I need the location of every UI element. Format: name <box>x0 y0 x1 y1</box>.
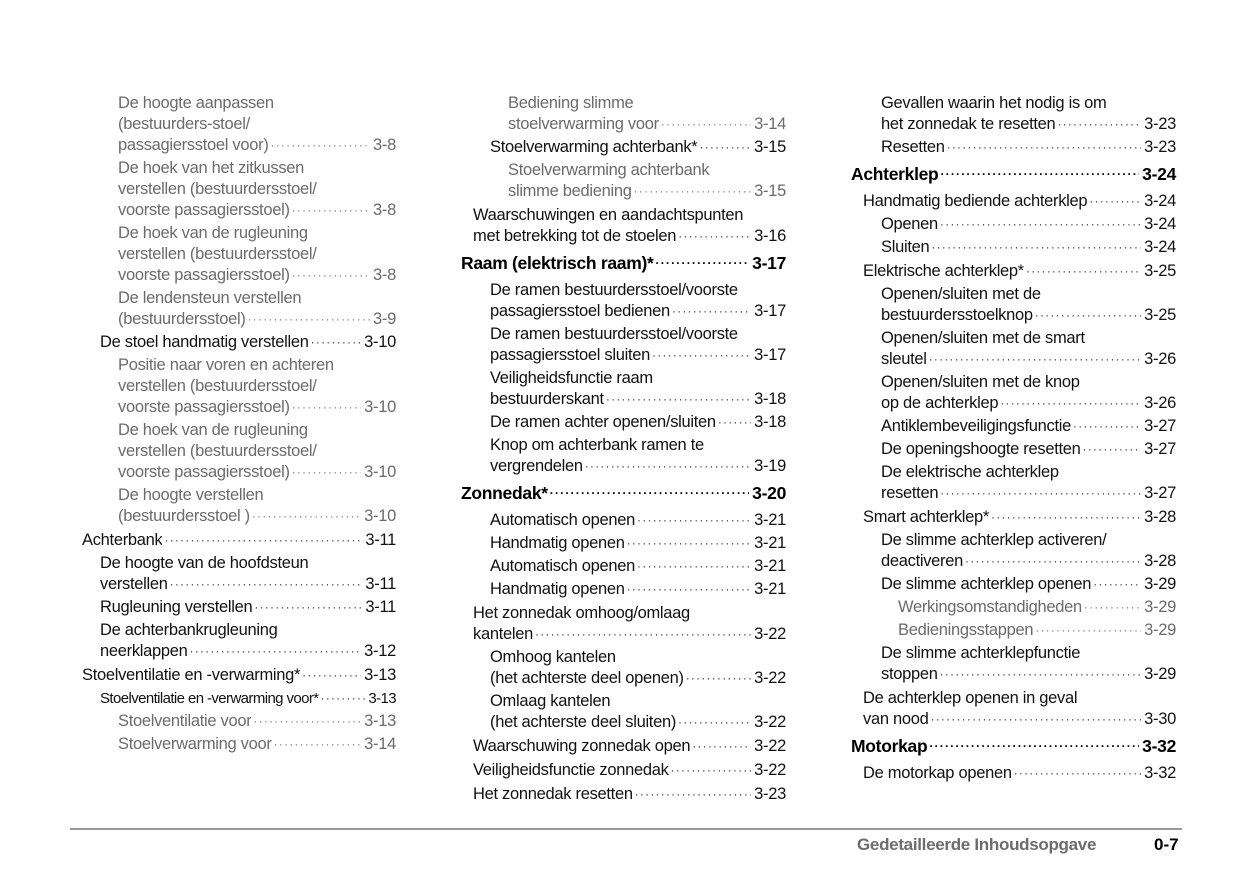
toc-entry-title-line: verstellen <box>100 575 168 593</box>
toc-entry[interactable] <box>490 533 786 554</box>
toc-page-number: 3-21 <box>754 511 786 529</box>
toc-entry[interactable] <box>100 332 396 353</box>
dot-leader <box>661 114 751 135</box>
dot-leader <box>1035 620 1141 641</box>
toc-entry-title-line: Achterbank <box>82 531 163 549</box>
dot-leader <box>991 507 1141 528</box>
toc-entry-title-line: Het zonnedak resetten <box>473 785 633 803</box>
toc-page-number: 3-11 <box>365 575 396 593</box>
dot-leader <box>672 301 751 322</box>
toc-entry-title-line: Stoelventilatie en -verwarming voor* <box>100 690 319 707</box>
toc-page-number: 3-26 <box>1144 394 1176 412</box>
toc-entry-title-line: De achterbankrugleuning <box>100 621 278 639</box>
toc-entry-title-line: (bestuurdersstoel) <box>118 310 246 328</box>
toc-entry-title-line: Handmatig openen <box>490 534 625 552</box>
toc-entry[interactable] <box>118 355 396 418</box>
toc-page-number: 3-23 <box>1144 138 1176 156</box>
dot-leader <box>164 530 362 551</box>
toc-entry[interactable] <box>881 643 1176 685</box>
toc-page-number: 3-29 <box>1144 621 1176 639</box>
toc-entry-title-line: Raam (elektrisch raam)* <box>461 253 654 273</box>
toc-entry-title-line: verstellen (bestuurdersstoel/ <box>118 377 317 395</box>
dot-leader <box>1083 439 1142 460</box>
toc-page-number: 3-27 <box>1144 417 1176 435</box>
dot-leader <box>627 579 752 600</box>
toc-entry-title-line: Automatisch openen <box>490 511 636 529</box>
toc-entry[interactable] <box>473 205 786 247</box>
toc-entry[interactable] <box>473 784 786 805</box>
toc-entry-title-line: van nood <box>863 710 929 728</box>
toc-page-number: 3-32 <box>1142 736 1176 756</box>
footer-page-number: 0-7 <box>1154 835 1179 854</box>
toc-page-number: 3-20 <box>752 483 786 503</box>
toc-entry-title-line: Elektrische achterklep* <box>863 262 1024 280</box>
toc-entry-title-line: Veiligheidsfunctie zonnedak <box>473 761 669 779</box>
toc-entry-title-line: voorste passagiersstoel) <box>118 398 290 416</box>
toc-page-number: 3-13 <box>364 712 396 730</box>
toc-entry[interactable] <box>490 435 786 477</box>
toc-entry-title-line: Het zonnedak omhoog/omlaag <box>473 604 690 622</box>
dot-leader <box>271 135 371 156</box>
toc-entry-title-line: (het achterste deel sluiten) <box>490 713 677 731</box>
toc-page-number: 3-22 <box>754 669 786 687</box>
toc-page-number: 3-24 <box>1144 192 1176 210</box>
dot-leader <box>940 214 1141 235</box>
toc-entry[interactable] <box>490 579 786 600</box>
toc-entry-title-line: Knop om achterbank ramen te <box>490 436 704 454</box>
toc-page-number: 3-17 <box>754 302 786 320</box>
dot-leader <box>940 664 1142 685</box>
toc-entry-title-line: Antiklembeveiligingsfunctie <box>881 417 1072 435</box>
toc-entry-title-line: (bestuurdersstoel ) <box>118 507 250 525</box>
dot-leader <box>671 760 752 781</box>
toc-entry-title-line: De ramen achter openen/sluiten <box>490 413 716 431</box>
dot-leader <box>254 597 362 618</box>
toc-entry[interactable] <box>490 324 786 366</box>
toc-entry[interactable] <box>881 416 1176 437</box>
toc-entry-title-line: Omhoog kantelen <box>490 648 616 666</box>
toc-page-number: 3-27 <box>1144 484 1176 502</box>
toc-entry[interactable] <box>490 510 786 531</box>
toc-page-number: 3-8 <box>373 201 396 219</box>
toc-entry-title-line: kantelen <box>473 625 533 643</box>
toc-page-number: 3-14 <box>364 735 396 753</box>
toc-entry[interactable] <box>473 603 786 645</box>
toc-page-number: 3-25 <box>1144 262 1176 280</box>
toc-entry[interactable] <box>118 711 396 732</box>
toc-entry-title-line: met betrekking tot de stoelen <box>473 227 677 245</box>
toc-entry[interactable] <box>863 507 1176 528</box>
dot-leader <box>718 412 751 433</box>
toc-page-number: 3-21 <box>754 580 786 598</box>
dot-leader <box>678 226 751 247</box>
toc-entry[interactable] <box>863 688 1176 730</box>
toc-page-number: 3-10 <box>364 333 396 351</box>
toc-entry[interactable] <box>490 556 786 577</box>
toc-entry[interactable] <box>490 412 786 433</box>
toc-page-number: 3-29 <box>1144 665 1176 683</box>
footer-section-title: Gedetailleerde Inhoudsopgave <box>857 835 1097 854</box>
toc-entry-title-line: verstellen (bestuurdersstoel/ <box>118 245 317 263</box>
toc-entry[interactable] <box>881 439 1176 460</box>
toc-entry[interactable] <box>461 483 786 504</box>
toc-page-number: 3-29 <box>1144 598 1176 616</box>
toc-page-number: 3-15 <box>754 138 786 156</box>
toc-entry-title-line: Sluiten <box>881 238 930 256</box>
toc-page-number: 3-27 <box>1144 440 1176 458</box>
toc-page-number: 3-8 <box>373 266 396 284</box>
toc-entry-title-line: De stoel handmatig verstellen <box>100 333 309 351</box>
toc-entry-title-line: Veiligheidsfunctie raam <box>490 369 653 387</box>
toc-entry-title-line: Achterklep <box>851 164 939 184</box>
toc-entry-title-line: De ramen bestuurdersstoel/voorste <box>490 281 738 299</box>
toc-entry[interactable] <box>100 620 396 662</box>
toc-entry[interactable] <box>490 368 786 410</box>
dot-leader <box>248 309 370 330</box>
dot-leader <box>929 736 1139 757</box>
toc-page-number: 3-26 <box>1144 350 1176 368</box>
toc-entry-title-line: stoelverwarming voor <box>508 115 659 133</box>
toc-page-number: 3-25 <box>1144 306 1176 324</box>
dot-leader <box>1014 763 1141 784</box>
toc-entry[interactable] <box>863 763 1176 784</box>
toc-entry-title-line: vergrendelen <box>490 457 583 475</box>
toc-entry-title-line: verstellen (bestuurdersstoel/ <box>118 180 317 198</box>
toc-entry-title-line: Waarschuwing zonnedak open <box>473 737 691 755</box>
toc-page-number: 3-19 <box>754 457 786 475</box>
dot-leader <box>635 784 751 805</box>
dot-leader <box>253 711 361 732</box>
dot-leader <box>637 556 751 577</box>
toc-entry-title-line: resetten <box>881 484 939 502</box>
toc-entry[interactable] <box>881 574 1176 595</box>
dot-leader <box>1089 191 1141 212</box>
dot-leader <box>606 389 751 410</box>
dot-leader <box>311 332 362 353</box>
toc-page-number: 3-24 <box>1144 238 1176 256</box>
dot-leader <box>302 665 361 686</box>
dot-leader <box>1000 393 1141 414</box>
toc-page-number: 3-24 <box>1144 215 1176 233</box>
toc-entry[interactable] <box>881 462 1176 504</box>
dot-leader <box>947 137 1142 158</box>
dot-leader <box>686 668 751 689</box>
toc-entry[interactable] <box>100 597 396 618</box>
dot-leader <box>652 345 751 366</box>
dot-leader <box>292 265 370 286</box>
dot-leader <box>190 641 362 662</box>
dot-leader <box>170 574 363 595</box>
toc-entry-title-line: passagiersstoel bedienen <box>490 302 670 320</box>
dot-leader <box>678 712 751 733</box>
toc-column-1 <box>82 93 396 755</box>
toc-entry-title-line: Handmatig bediende achterklep <box>863 192 1088 210</box>
dot-leader <box>1093 574 1141 595</box>
toc-page-number: 3-17 <box>752 253 786 273</box>
toc-entry[interactable] <box>881 372 1176 414</box>
dot-leader <box>965 551 1141 572</box>
toc-entry-title-line: Automatisch openen <box>490 557 636 575</box>
dot-leader <box>699 137 751 158</box>
toc-entry-title-line: Stoelverwarming voor <box>118 735 272 753</box>
toc-entry[interactable] <box>118 420 396 483</box>
toc-entry[interactable] <box>118 734 396 755</box>
toc-entry-title-line: neerklappen <box>100 642 188 660</box>
toc-page-number: 3-8 <box>373 136 396 154</box>
toc-entry-title-line: Positie naar voren en achteren <box>118 356 334 374</box>
toc-page-number: 3-29 <box>1144 575 1176 593</box>
dot-leader <box>292 200 370 221</box>
toc-entry-title-line: Omlaag kantelen <box>490 692 611 710</box>
toc-entry[interactable] <box>100 553 396 595</box>
toc-page-number: 3-10 <box>364 507 396 525</box>
toc-entry-title-line: voorste passagiersstoel) <box>118 463 290 481</box>
toc-entry-title-line: Smart achterklep* <box>863 508 990 526</box>
dot-leader <box>292 397 362 418</box>
dot-leader <box>292 462 362 483</box>
dot-leader <box>656 253 750 274</box>
toc-entry-title-line: Stoelventilatie en -verwarming* <box>82 666 301 684</box>
toc-entry-title-line: (bestuurders-stoel/ <box>118 115 250 133</box>
toc-entry-title-line: bestuurdersstoelknop <box>881 306 1033 324</box>
toc-entry-title-line: De achterklep openen in geval <box>863 689 1078 707</box>
toc-entry[interactable] <box>881 93 1176 135</box>
toc-page-number: 3-30 <box>1144 710 1176 728</box>
toc-entry-title-line: De slimme achterklep activeren/ <box>881 531 1107 549</box>
toc-entry-title-line: Openen <box>881 215 938 233</box>
toc-page-number: 3-10 <box>364 398 396 416</box>
dot-leader <box>1026 261 1141 282</box>
toc-entry[interactable] <box>118 485 396 527</box>
dot-leader <box>585 456 751 477</box>
toc-entry-title-line: deactiveren <box>881 552 964 570</box>
toc-entry-title-line: De slimme achterklepfunctie <box>881 644 1081 662</box>
toc-entry[interactable] <box>118 223 396 286</box>
toc-entry-title-line: De lendensteun verstellen <box>118 289 302 307</box>
toc-entry-title-line: stoppen <box>881 665 938 683</box>
toc-page-number: 3-10 <box>364 463 396 481</box>
toc-page-number: 3-15 <box>754 182 786 200</box>
toc-entry[interactable] <box>898 620 1176 641</box>
toc-entry-title-line: Waarschuwingen en aandachtspunten <box>473 206 744 224</box>
toc-entry[interactable] <box>881 530 1176 572</box>
toc-page-number: 3-13 <box>364 666 396 684</box>
toc-entry-title-line: passagiersstoel voor) <box>118 136 269 154</box>
toc-page-number: 3-14 <box>754 115 786 133</box>
toc-entry[interactable] <box>490 647 786 689</box>
toc-entry-title-line: Openen/sluiten met de smart <box>881 329 1085 347</box>
toc-entry[interactable] <box>881 237 1176 258</box>
toc-entry[interactable] <box>461 253 786 274</box>
toc-entry[interactable] <box>863 191 1176 212</box>
toc-column-2 <box>461 93 786 805</box>
toc-entry-title-line: Zonnedak* <box>461 483 548 503</box>
footer-divider <box>70 828 1182 830</box>
toc-entry-title-line: passagiersstoel sluiten <box>490 346 651 364</box>
toc-entry[interactable] <box>473 760 786 781</box>
dot-leader <box>274 734 362 755</box>
toc-page-number: 3-32 <box>1144 764 1176 782</box>
toc-page-number: 3-22 <box>754 713 786 731</box>
dot-leader <box>1057 114 1141 135</box>
toc-entry-title-line: Rugleuning verstellen <box>100 598 253 616</box>
toc-page-number: 3-28 <box>1144 552 1176 570</box>
toc-entry-title-line: (het achterste deel openen) <box>490 669 684 687</box>
toc-page-number: 3-13 <box>368 690 396 707</box>
toc-entry-title-line: De motorkap openen <box>863 764 1012 782</box>
toc-entry[interactable] <box>490 280 786 322</box>
toc-entry-title-line: verstellen (bestuurdersstoel/ <box>118 442 317 460</box>
dot-leader <box>252 506 361 527</box>
dot-leader <box>940 483 1141 504</box>
toc-entry-title-line: De hoek van de rugleuning <box>118 224 308 242</box>
toc-column-3 <box>851 93 1176 784</box>
dot-leader <box>1084 597 1141 618</box>
toc-page-number: 3-28 <box>1144 508 1176 526</box>
dot-leader <box>634 181 752 202</box>
toc-entry-title-line: Gevallen waarin het nodig is om <box>881 94 1107 112</box>
dot-leader <box>929 349 1142 370</box>
toc-entry[interactable] <box>881 214 1176 235</box>
toc-entry-title-line: Motorkap <box>851 736 928 756</box>
toc-entry[interactable] <box>82 665 396 686</box>
toc-entry[interactable] <box>851 736 1176 757</box>
toc-entry[interactable] <box>490 691 786 733</box>
toc-entry[interactable] <box>898 597 1176 618</box>
toc-page-number: 3-18 <box>754 390 786 408</box>
dot-leader <box>637 510 751 531</box>
toc-entry[interactable] <box>881 284 1176 326</box>
toc-entry[interactable] <box>118 288 396 330</box>
toc-page-number: 3-24 <box>1142 164 1176 184</box>
toc-entry-title-line: De hoogte aanpassen <box>118 94 274 112</box>
toc-entry-title-line: het zonnedak te resetten <box>881 115 1056 133</box>
toc-page-number: 3-23 <box>754 785 786 803</box>
toc-entry-title-line: voorste passagiersstoel) <box>118 201 290 219</box>
toc-page-number: 3-9 <box>373 310 396 328</box>
toc-page-number: 3-22 <box>754 625 786 643</box>
dot-leader <box>1073 416 1141 437</box>
toc-entry-title-line: Resetten <box>881 138 945 156</box>
toc-entry-title-line: Bedieningsstappen <box>898 621 1034 639</box>
toc-entry[interactable] <box>881 137 1176 158</box>
toc-entry-title-line: De slimme achterklep openen <box>881 575 1092 593</box>
toc-entry[interactable] <box>508 93 786 135</box>
toc-entry[interactable] <box>490 137 786 158</box>
dot-leader <box>931 237 1141 258</box>
toc-entry[interactable] <box>881 328 1176 370</box>
dot-leader <box>535 624 751 645</box>
toc-entry[interactable] <box>100 688 396 709</box>
toc-entry-title-line: Handmatig openen <box>490 580 625 598</box>
toc-page-number: 3-17 <box>754 346 786 364</box>
toc-entry-title-line: Openen/sluiten met de <box>881 285 1041 303</box>
toc-page-number: 3-11 <box>365 598 396 616</box>
toc-page-number: 3-22 <box>754 761 786 779</box>
toc-page-number: 3-21 <box>754 557 786 575</box>
toc-page-number: 3-22 <box>754 737 786 755</box>
toc-entry-title-line: De hoek van de rugleuning <box>118 421 308 439</box>
dot-leader <box>1035 305 1141 326</box>
dot-leader <box>550 483 749 504</box>
toc-entry-title-line: voorste passagiersstoel) <box>118 266 290 284</box>
dot-leader <box>940 164 1139 185</box>
toc-page-number: 3-18 <box>754 413 786 431</box>
toc-entry-title-line: Stoelverwarming achterbank <box>508 161 710 179</box>
toc-page-number: 3-21 <box>754 534 786 552</box>
toc-entry-title-line: De openingshoogte resetten <box>881 440 1081 458</box>
dot-leader <box>627 533 752 554</box>
toc-entry-title-line: Bediening slimme <box>508 94 634 112</box>
toc-entry[interactable] <box>473 736 786 757</box>
toc-entry[interactable] <box>118 158 396 221</box>
toc-entry-title-line: De hoek van het zitkussen <box>118 159 305 177</box>
toc-entry-title-line: De hoogte van de hoofdsteun <box>100 554 309 572</box>
toc-entry-title-line: De ramen bestuurdersstoel/voorste <box>490 325 738 343</box>
toc-entry-title-line: Werkingsomstandigheden <box>898 598 1082 616</box>
toc-entry-title-line: Stoelverwarming achterbank* <box>490 138 698 156</box>
toc-entry-title-line: slimme bediening <box>508 182 632 200</box>
toc-entry-title-line: De hoogte verstellen <box>118 486 264 504</box>
dot-leader <box>931 709 1142 730</box>
toc-entry[interactable] <box>508 160 786 202</box>
toc-entry-title-line: De elektrische achterklep <box>881 463 1059 481</box>
toc-page-number: 3-16 <box>754 227 786 245</box>
toc-page-number: 3-11 <box>365 531 396 549</box>
toc-entry[interactable] <box>118 93 396 156</box>
toc-page-number: 3-12 <box>364 642 396 660</box>
toc-entry-title-line: sleutel <box>881 350 927 368</box>
toc-entry-title-line: Openen/sluiten met de knop <box>881 373 1080 391</box>
toc-page-number: 3-23 <box>1144 115 1176 133</box>
toc-entry[interactable] <box>863 261 1176 282</box>
dot-leader <box>321 688 366 709</box>
toc-entry[interactable] <box>851 164 1176 185</box>
toc-entry-title-line: Stoelventilatie voor <box>118 712 252 730</box>
dot-leader <box>692 736 751 757</box>
toc-entry-title-line: bestuurderskant <box>490 390 604 408</box>
toc-entry-title-line: op de achterklep <box>881 394 999 412</box>
toc-entry[interactable] <box>82 530 396 551</box>
